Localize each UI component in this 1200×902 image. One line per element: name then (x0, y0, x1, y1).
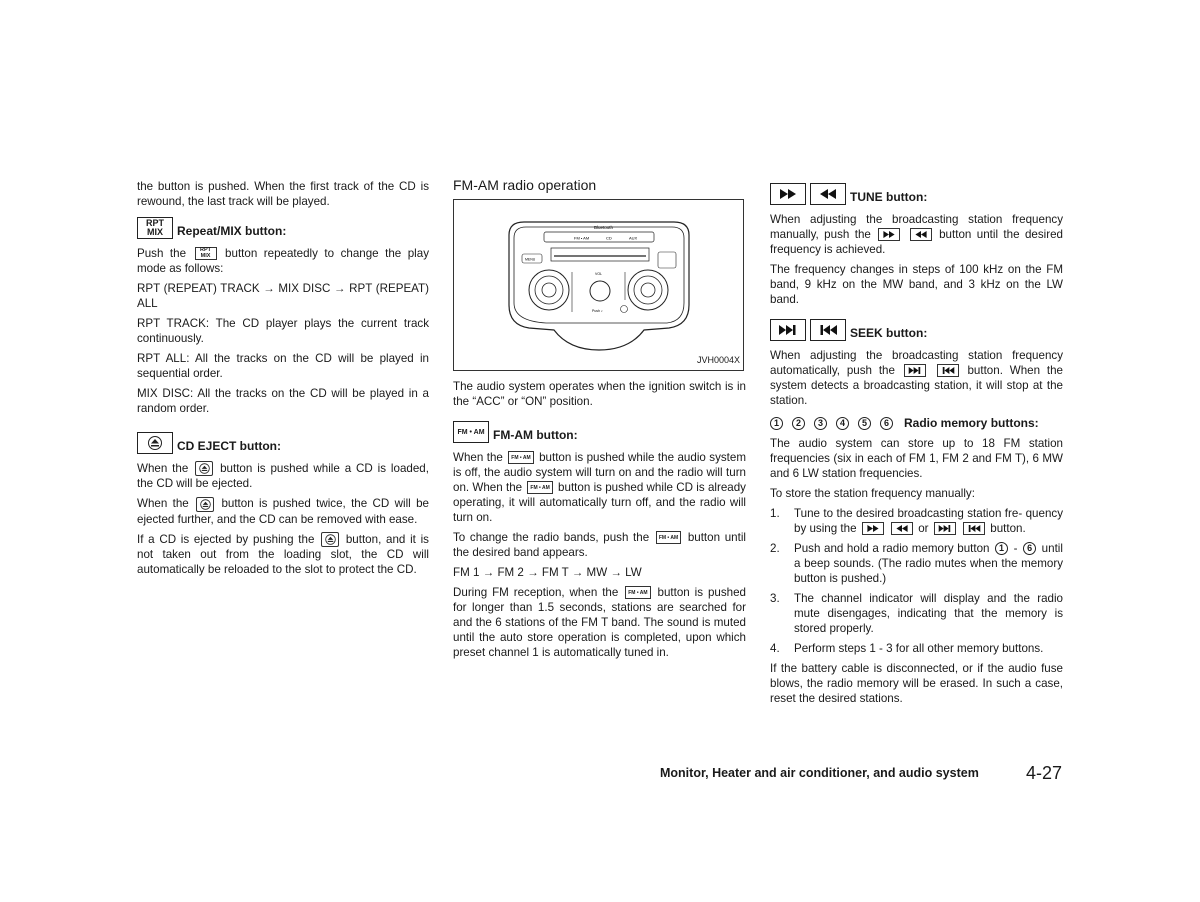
eject-icon (196, 497, 214, 512)
audio-description: The audio system operates when the ignition switch is in the “ACC” or “ON” position. (453, 380, 746, 408)
modes-sequence: RPT (REPEAT) TRACK → MIX DISC → RPT (REPEAT) ALL (137, 282, 429, 310)
cd-label: CD (606, 235, 612, 241)
section-title: FM-AM radio operation (453, 177, 597, 193)
vol-label: VOL (595, 272, 603, 276)
eject-paragraph-3: If a CD is ejected by pushing the button, and it is not taken out from the loading slot, the CD will automatically be reloaded to the slot to protect the CD. (137, 532, 429, 577)
middle-column (453, 178, 746, 665)
bluetooth-label: Bluetooth (594, 225, 614, 230)
step-4: 4. Perform steps 1 - 3 for all other memory buttons. (770, 642, 1044, 655)
bands-sequence: FM 1 → FM 2 → FM T → MW → LW (453, 566, 642, 579)
seek-back-icon (810, 319, 846, 341)
rewind-icon (891, 522, 913, 535)
tune-paragraph-1: When adjusting the broadcasting station frequency manually, push the button until the desired frequency is achieved. (770, 213, 1063, 256)
fm-am-icon: FM • AM (656, 531, 681, 544)
memory-button-3-icon: 3 (814, 417, 827, 430)
seek-forward-icon (770, 319, 806, 341)
fast-forward-icon (862, 522, 884, 535)
tune-heading: TUNE button: (770, 183, 1063, 205)
fast-forward-icon (878, 228, 900, 241)
mix-disc-desc: MIX DISC: All the tracks on the CD will be played in a random order. (137, 387, 429, 415)
memory-button-5-icon: 5 (858, 417, 871, 430)
menu-label: MENU (525, 257, 536, 262)
fm-am-icon: FM • AM (527, 481, 552, 494)
memory-button-4-icon: 4 (836, 417, 849, 430)
rpt-mix-icon: RPT MIX (195, 247, 217, 260)
fm-am-paragraph-1: When the FM • AM button is pushed while the audio system is off, the audio system will turn on and the radio will turn on. When the FM • AM button is pushed while CD is already operating, it will automatically turn off, and the radio will turn on. (453, 451, 746, 524)
seek-paragraph-1: When adjusting the broadcasting station frequency automatically, push the button. When the system detects a broadcasting station, it will stop at the station. (770, 349, 1063, 407)
intro-paragraph: the button is pushed. When the first track of the CD is rewound, the last track will be played. (137, 180, 429, 208)
page-number: 4-27 (1026, 763, 1063, 783)
memory-button-1-icon: 1 (995, 542, 1008, 555)
fm-am-icon: FM • AM (508, 451, 533, 464)
fm-am-label: FM • AM (574, 235, 590, 241)
seek-back-icon (937, 364, 959, 377)
repeat-mix-heading: RPT MIX Repeat/MIX button: (137, 217, 429, 239)
aux-label: AUX (629, 235, 638, 241)
memory-heading: 1 2 3 4 5 6 Radio memory buttons: (770, 416, 1063, 431)
memory-button-2-icon: 2 (792, 417, 805, 430)
radio-figure (453, 199, 744, 371)
eject-paragraph-2: When the button is pushed twice, the CD will be ejected further, and the CD can be removed with ease. (137, 497, 429, 526)
rpt-mix-icon: RPT MIX (137, 217, 173, 239)
memory-button-6-icon: 6 (880, 417, 893, 430)
footer-section-title: Monitor, Heater and air conditioner, and audio system (660, 766, 979, 780)
step-1: 1. Tune to the desired broadcasting station fre- quency by using the or button. (770, 507, 1063, 535)
eject-icon (137, 432, 173, 454)
memory-paragraph-2: To store the station frequency manually: (770, 487, 975, 500)
rpt-track-desc: RPT TRACK: The CD player plays the current track continuously. (137, 317, 429, 345)
step-3: 3. The channel indicator will display and the radio mute disengages, indicating that the memory is stored properly. (770, 592, 1063, 635)
eject-icon (321, 532, 339, 547)
seek-forward-icon (904, 364, 926, 377)
seek-back-icon (963, 522, 985, 535)
fm-am-icon: FM • AM (625, 586, 650, 599)
fm-am-icon: FM • AM (453, 421, 489, 443)
seek-heading: SEEK button: (770, 319, 1063, 341)
rewind-icon (810, 183, 846, 205)
fast-forward-icon (770, 183, 806, 205)
step-2: 2. Push and hold a radio memory button 1 - 6 until a beep sounds. (The radio mutes when the memory button is pushed.) (770, 542, 1063, 585)
tune-paragraph-2: The frequency changes in steps of 100 kHz on the FM band, 9 kHz on the MW band, and 3 kHz on the LW band. (770, 263, 1063, 306)
figure-label: JVH0004X (696, 355, 740, 365)
left-column (137, 179, 429, 582)
memory-button-6-icon: 6 (1023, 542, 1036, 555)
memory-paragraph-1: The audio system can store up to 18 FM station frequencies (six in each of FM 1, FM 2 and FM T), 6 MW and 6 LW station frequencies. (770, 437, 1063, 480)
fm-am-paragraph-3: During FM reception, when the FM • AM button is pushed for longer than 1.5 seconds, stations are searched for and the 6 stations of the FM T band. The sound is muted until the auto store operation is completed, upon which preset channel 1 is automatically tuned in. (453, 586, 746, 659)
cd-eject-heading: CD EJECT button: (137, 432, 429, 454)
memory-button-1-icon: 1 (770, 417, 783, 430)
battery-paragraph: If the battery cable is disconnected, or if the audio fuse blows, the radio memory will be erased. In such a case, reset the desired stations. (770, 662, 1063, 705)
push-audio-label: Push ♪ (592, 309, 603, 313)
radio-unit-illustration (454, 200, 743, 370)
eject-paragraph-1: When the button is pushed while a CD is loaded, the CD will be ejected. (137, 462, 429, 491)
right-column (770, 183, 1063, 711)
fm-am-paragraph-2: To change the radio bands, push the FM • AM button until the desired band appears. (453, 531, 746, 559)
seek-forward-icon (934, 522, 956, 535)
push-rpt-paragraph: Push the RPT MIX button repeatedly to change the play mode as follows: (137, 247, 429, 275)
rpt-all-desc: RPT ALL: All the tracks on the CD will be played in sequential order. (137, 352, 429, 380)
eject-icon (195, 461, 213, 476)
memory-steps (770, 506, 1063, 656)
rewind-icon (910, 228, 932, 241)
fm-am-heading: FM • AM FM-AM button: (453, 421, 746, 443)
